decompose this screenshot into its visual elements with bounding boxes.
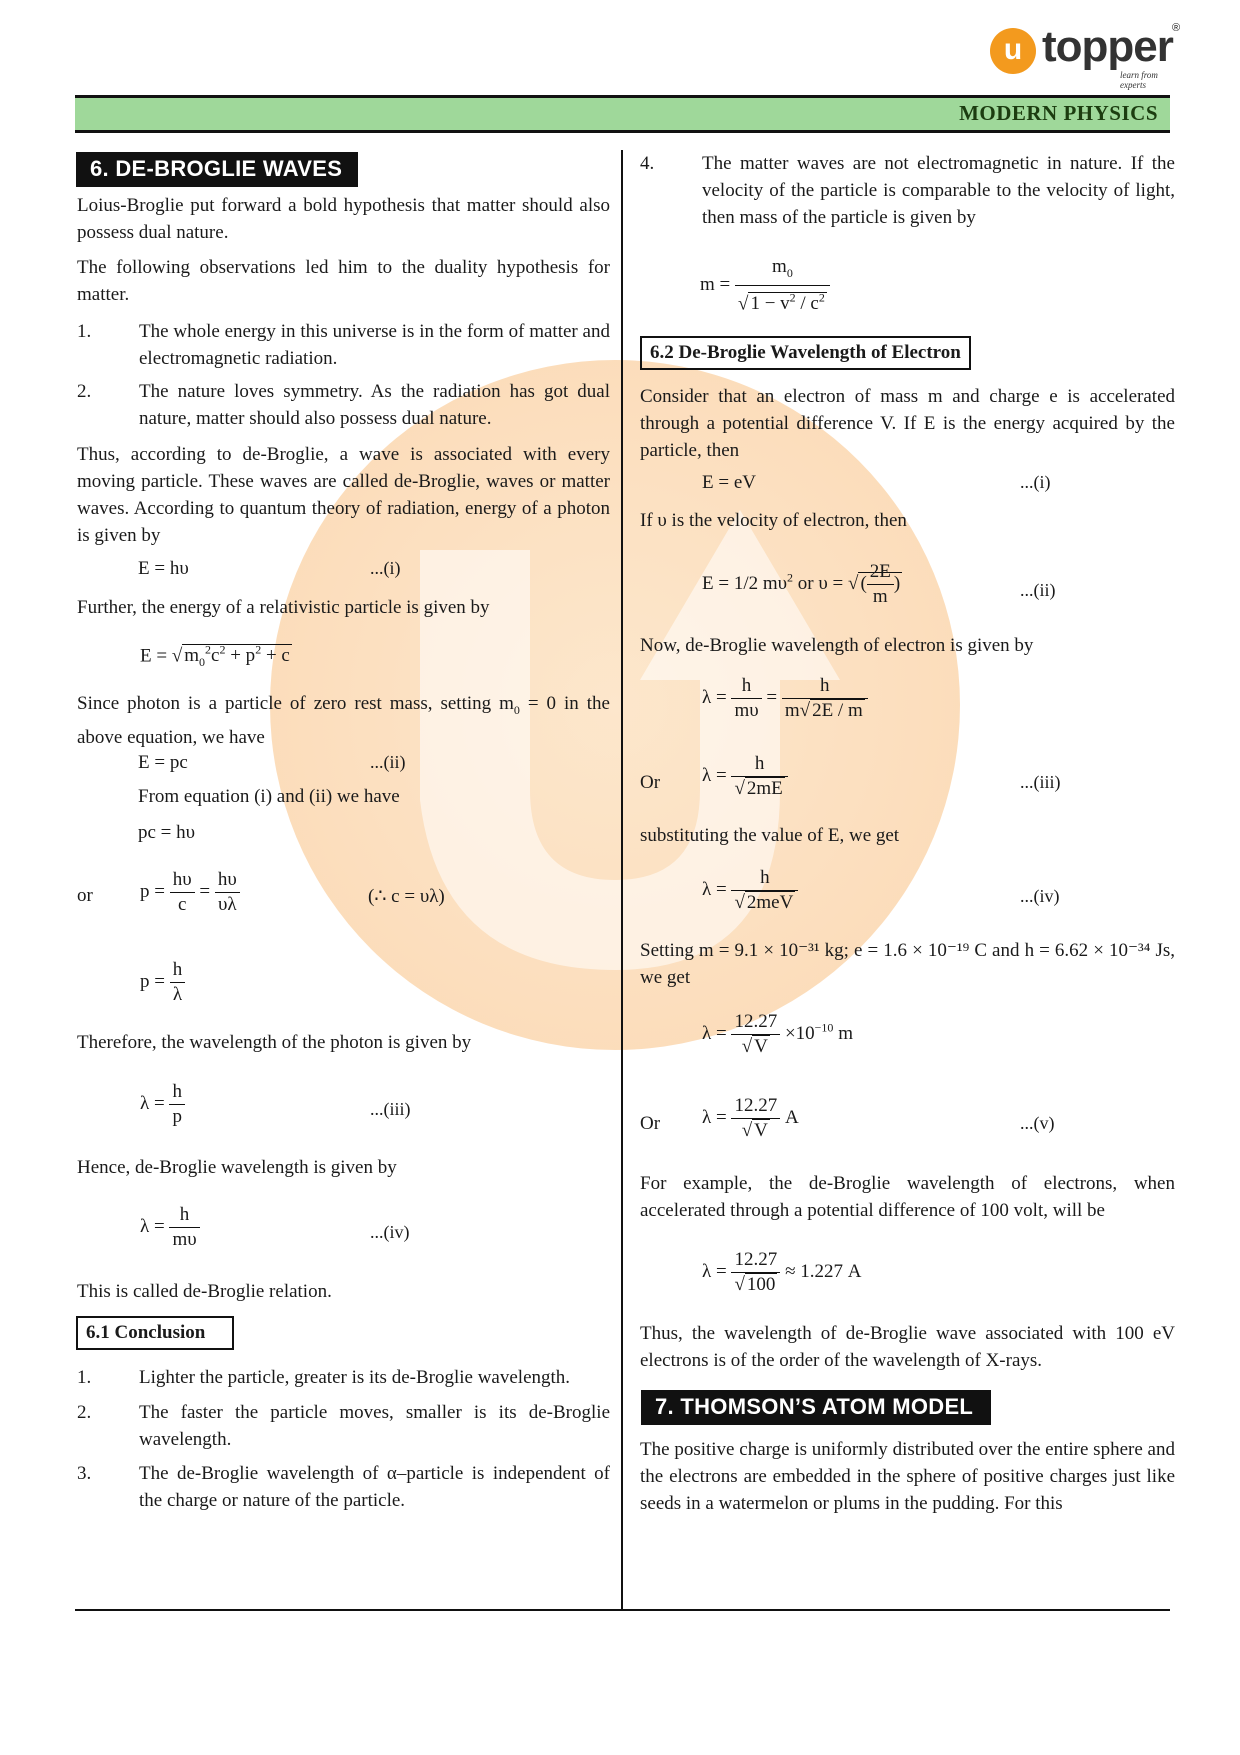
subsection-heading-6-1 [76, 1316, 234, 1350]
footer-rule [75, 1609, 1170, 1611]
equation: E = eV [702, 472, 756, 493]
chapter-title: MODERN PHYSICS [959, 101, 1158, 125]
equation-tag: ...(i) [370, 558, 401, 578]
brand-logo [990, 22, 1181, 90]
connector-word: Or [640, 1113, 661, 1134]
paragraph: Hence, de-Broglie wavelength is given by [77, 1157, 397, 1178]
equation-momentum-wavelength: p = $\frac{h}{\lambda}$ [140, 958, 185, 1007]
paragraph: Now, de-Broglie wavelength of electron is given by [640, 635, 1034, 656]
paragraph: Loius-Broglie put forward a bold hypothesis that matter should also possess dual nature. [77, 195, 610, 243]
paragraph: For example, the de-Broglie wavelength of electrons, when accelerated through a potential difference of 100 volt, will be [640, 1173, 1175, 1221]
logo-tagline: learn from experts [1120, 70, 1158, 90]
equation-note: (∴ c = υλ) [368, 886, 445, 907]
equation-tag: ...(iv) [1020, 886, 1060, 906]
paragraph: The positive charge is uniformly distributed over the entire sphere and the electrons are embedded in the sphere of positive charges just like seeds in a watermelon or plums in the pudding. For this [640, 1439, 1175, 1514]
list-item: 3. The de-Broglie wavelength of α–particle is independent of the charge or nature of the particle. [77, 1463, 610, 1511]
logo-wordmark: topper [1042, 22, 1173, 71]
paragraph: From equation (i) and (ii) we have [138, 786, 400, 807]
paragraph: Since photon is a particle of zero rest mass, setting $m_0 = 0$ in the above equation, we have [77, 693, 610, 748]
section-heading-6 [76, 152, 358, 187]
list-item: 4. The matter waves are not electromagnetic in nature. If the velocity of the particle is comparable to the velocity of light, then mass of the particle is given by [640, 153, 1175, 228]
equation-wavelength-2meV: λ = $\frac{h}{\text{√ 2meV}}$ [702, 866, 798, 915]
equation-wavelength-angstrom: λ = $\frac{12.27}{√ V}$ A [702, 1095, 799, 1141]
equation-relativistic-mass: m = $\frac{m_0}{√ 1 - v^2 / c^2}$ [700, 255, 830, 316]
paragraph: The following observations led him to the duality hypothesis for matter. [77, 257, 610, 305]
paragraph: substituting the value of E, we get [640, 825, 900, 846]
equation-momentum: p = $\frac{h\upsilon}{c}$ = $\frac{h\upsilon}{\upsilon\lambda}$ [140, 868, 240, 917]
paragraph: Further, the energy of a relativistic particle is given by [77, 597, 490, 618]
equation: E = hυ [138, 558, 189, 579]
equation-de-broglie: λ = $\frac{h}{m\upsilon}$ [140, 1203, 200, 1252]
equation-tag: ...(v) [1020, 1113, 1055, 1133]
heading-de-broglie-electron: 6.2 De-Broglie Wavelength of Electron [640, 336, 971, 370]
equation-photon-wavelength: λ = $\frac{h}{p}$ [140, 1080, 185, 1129]
registered-mark: ® [1172, 22, 1181, 34]
equation-tag: ...(ii) [1020, 580, 1056, 600]
header-rule-bottom [75, 130, 1170, 133]
section-heading-7 [641, 1390, 991, 1425]
logo-badge-icon: u [990, 28, 1036, 74]
paragraph: This is called de-Broglie relation. [77, 1281, 332, 1302]
connector-word: Or [640, 772, 661, 793]
column-divider [621, 150, 623, 1610]
equation-relativistic-energy: E = √ $m_0^2c^2 + p^2 + c$ [140, 643, 290, 670]
equation-velocity: E = 1/2 $m\upsilon^2$ or υ = √ ( $\frac{2E}{m}$ ) [702, 561, 901, 607]
equation-wavelength-numeric: λ = $\frac{12.27}{√ V}$ $\times 10^{-10}$ m [702, 1011, 853, 1057]
paragraph: Thus, the wavelength of de-Broglie wave associated with 100 eV electrons is of the order of the wavelength of X-rays. [640, 1323, 1175, 1371]
list-item: 1. The whole energy in this universe is in the form of matter and electromagnetic radiation. [77, 321, 610, 369]
equation: pc = hυ [138, 822, 196, 843]
paragraph: Thus, according to de-Broglie, a wave is associated with every moving particle. These waves are called de-Broglie, waves or matter waves. According to quantum theory of radiation, energy of a photon is given by [77, 444, 610, 546]
connector-word: or [77, 885, 93, 906]
equation-wavelength-2mE: λ = $\frac{h}{√ 2mE}$ [702, 752, 788, 801]
equation-tag: ...(i) [1020, 472, 1051, 492]
equation-tag: ...(ii) [370, 752, 406, 772]
list-item: 1. Lighter the particle, greater is its de-Broglie wavelength. [77, 1367, 571, 1388]
subsection-heading-6-2 [640, 336, 971, 370]
paragraph: Consider that an electron of mass m and charge e is accelerated through a potential difference V. If E is the energy acquired by the particle, then [640, 386, 1175, 461]
equation: E = pc [138, 752, 188, 773]
heading-conclusion: 6.1 Conclusion [76, 1316, 234, 1350]
heading-thomson-atom-model: 7. THOMSON’S ATOM MODEL [641, 1390, 991, 1425]
equation-electron-wavelength: λ = $\frac{h}{m\upsilon}$ = $\frac{h}{m√ 2E / m}$ [702, 674, 868, 723]
equation-tag: ...(iv) [370, 1222, 410, 1242]
equation-tag: ...(iii) [1020, 772, 1061, 792]
equation-tag: ...(iii) [370, 1099, 411, 1119]
paragraph: Setting m = 9.1 × 10⁻³¹ kg; e = 1.6 × 10⁻¹⁹ C and h = 6.62 × 10⁻³⁴ Js, we get [640, 940, 1175, 988]
paragraph: Therefore, the wavelength of the photon is given by [77, 1032, 472, 1053]
paragraph: If υ is the velocity of electron, then [640, 510, 907, 531]
list-item: 2. The nature loves symmetry. As the radiation has got dual nature, matter should also possess dual nature. [77, 381, 610, 429]
equation-wavelength-100v: λ = $\frac{12.27}{√ 100}$ ≈ 1.227 A [702, 1249, 862, 1295]
list-item: 2. The faster the particle moves, smaller is its de-Broglie wavelength. [77, 1402, 610, 1450]
heading-de-broglie-waves: 6. DE-BROGLIE WAVES [76, 152, 358, 187]
